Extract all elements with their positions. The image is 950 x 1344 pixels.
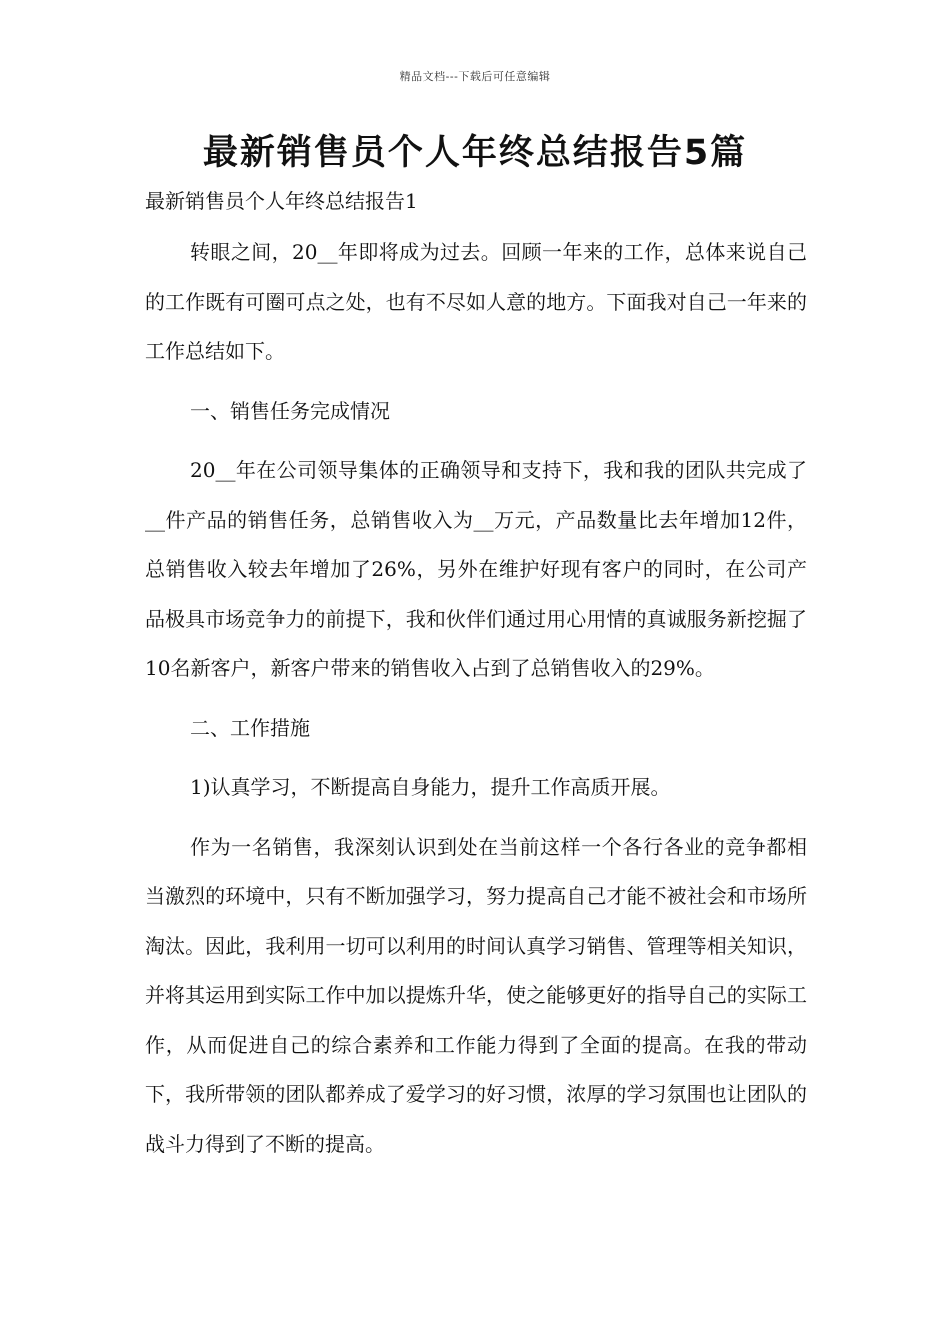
section-heading-1: 一、销售任务完成情况: [190, 398, 390, 423]
document-title: 最新销售员个人年终总结报告5篇: [202, 133, 748, 173]
header-note: 精品文档---下载后可任意编辑: [399, 70, 551, 83]
paragraph-sales-results: 20__年在公司领导集体的正确领导和支持下，我和我的团队共完成了__件产品的销售任务，总销售收入为__万元，产品数量比去年增加12件，总销售收入较去年增加了26%，另外在维护好现有客户的同时，在公司产品极具市场竞争力的前提下，我和伙伴们通过用心用情的真诚服务新挖掘了10名新客户，新客户带来的销售收入占到了总销售收入的29%。: [145, 458, 807, 680]
list-item-1: 1)认真学习，不断提高自身能力，提升工作高质开展。: [190, 775, 671, 799]
section-heading-2: 二、工作措施: [190, 715, 310, 740]
section-subtitle: 最新销售员个人年终总结报告1: [145, 189, 418, 213]
paragraph-intro: 转眼之间，20__年即将成为过去。回顾一年来的工作，总体来说自己的工作既有可圈可点之处，也有不尽如人意的地方。下面我对自己一年来的工作总结如下。: [145, 240, 807, 363]
paragraph-learning: 作为一名销售，我深刻认识到处在当前这样一个各行各业的竞争都相当激烈的环境中，只有不断加强学习，努力提高自己才能不被社会和市场所淘汰。因此，我利用一切可以利用的时间认真学习销售、管理等相关知识，并将其运用到实际工作中加以提炼升华，使之能够更好的指导自己的实际工作，从而促进自己的综合素养和工作能力得到了全面的提高。在我的带动下，我所带领的团队都养成了爱学习的好习惯，浓厚的学习氛围也让团队的战斗力得到了不断的提高。: [145, 834, 807, 1156]
document-body: [145, 182, 807, 1179]
